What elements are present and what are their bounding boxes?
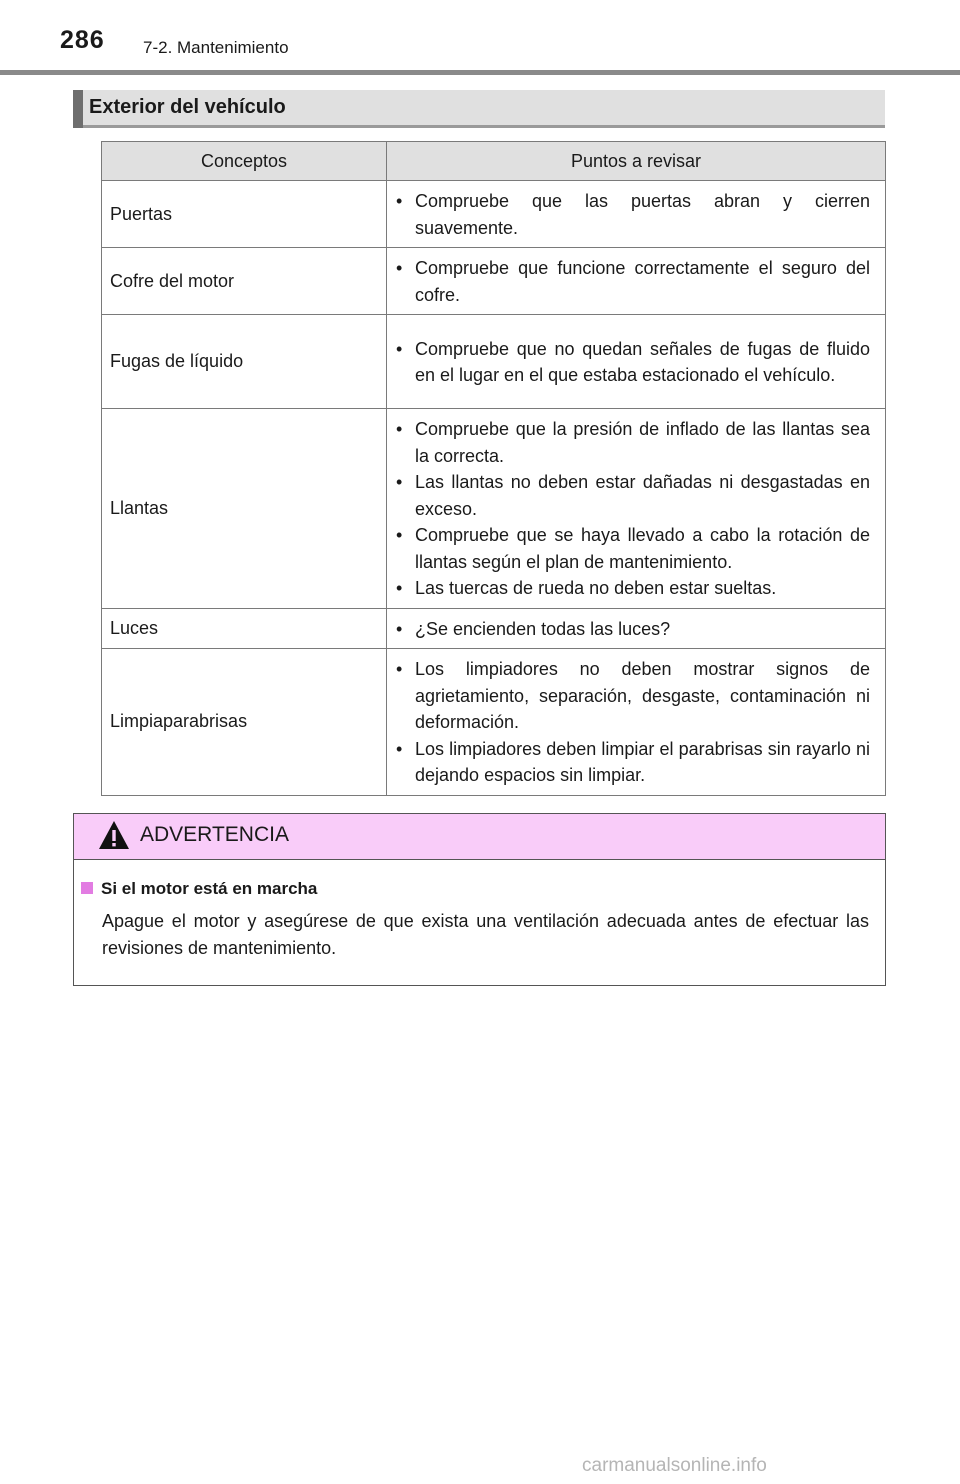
page-number: 286 [60,26,105,54]
points-list [395,416,870,602]
table-row [102,315,886,409]
concept-cell: Fugas de líquido [102,315,387,409]
warning-text: Apague el motor y asegúrese de que exista una ventilación adecuada antes de efectuar las revisiones de mantenimiento. [102,911,869,958]
header-rule [0,70,960,75]
section-title: Exterior del vehículo [89,96,286,118]
inspection-table [101,141,886,796]
concept-cell: Llantas [102,409,387,609]
list-item: • Los limpiadores no deben mostrar signos de agrietamiento, separación, desgaste, contaminación ni deformación. [395,656,870,736]
points-list [395,656,870,789]
concept-cell: Cofre del motor [102,248,387,315]
points-cell [387,608,886,649]
list-item: • Compruebe que funcione correctamente el seguro del cofre. [395,255,870,308]
watermark: carmanualsonline.info [582,1455,767,1476]
points-list [395,336,870,389]
points-cell [387,181,886,248]
chapter-title: 7-2. Mantenimiento [143,38,289,57]
column-header-concepts: Conceptos [102,142,387,181]
table-header-row [102,142,886,181]
column-header-points: Puntos a revisar [387,142,886,181]
points-cell [387,248,886,315]
table-row [102,608,886,649]
list-item: • Compruebe que no quedan señales de fugas de fluido en el lugar en el que estaba estacionado el vehículo. [395,336,870,389]
list-item: • Las tuercas de rueda no deben estar sueltas. [395,575,870,602]
warning-box [73,813,886,986]
list-item: • Las llantas no deben estar dañadas ni desgastadas en exceso. [395,469,870,522]
list-item: • Compruebe que las puertas abran y cierren suavemente. [395,188,870,241]
warning-item-title [81,879,317,899]
section-heading-bar [73,90,83,128]
points-list [395,255,870,308]
points-list [395,616,870,643]
concept-cell: Luces [102,608,387,649]
list-item: • Los limpiadores deben limpiar el parabrisas sin rayarlo ni dejando espacios sin limpiar. [395,736,870,789]
table-row [102,181,886,248]
points-cell [387,409,886,609]
table-row [102,649,886,796]
list-item: • Compruebe que la presión de inflado de las llantas sea la correcta. [395,416,870,469]
section-heading [73,90,885,128]
page-header [0,0,960,76]
list-item: • ¿Se encienden todas las luces? [395,616,870,643]
list-item: • Compruebe que se haya llevado a cabo la rotación de llantas según el plan de mantenimiento. [395,522,870,575]
square-bullet-icon [81,882,93,894]
points-cell [387,315,886,409]
warning-triangle-icon [98,820,130,850]
concept-cell: Limpiaparabrisas [102,649,387,796]
warning-item-title-text: Si el motor está en marcha [101,879,318,898]
concept-cell: Puertas [102,181,387,248]
warning-label: ADVERTENCIA [140,823,289,846]
points-list [395,188,870,241]
warning-header [74,814,885,860]
table-row [102,409,886,609]
points-cell [387,649,886,796]
table-row [102,248,886,315]
